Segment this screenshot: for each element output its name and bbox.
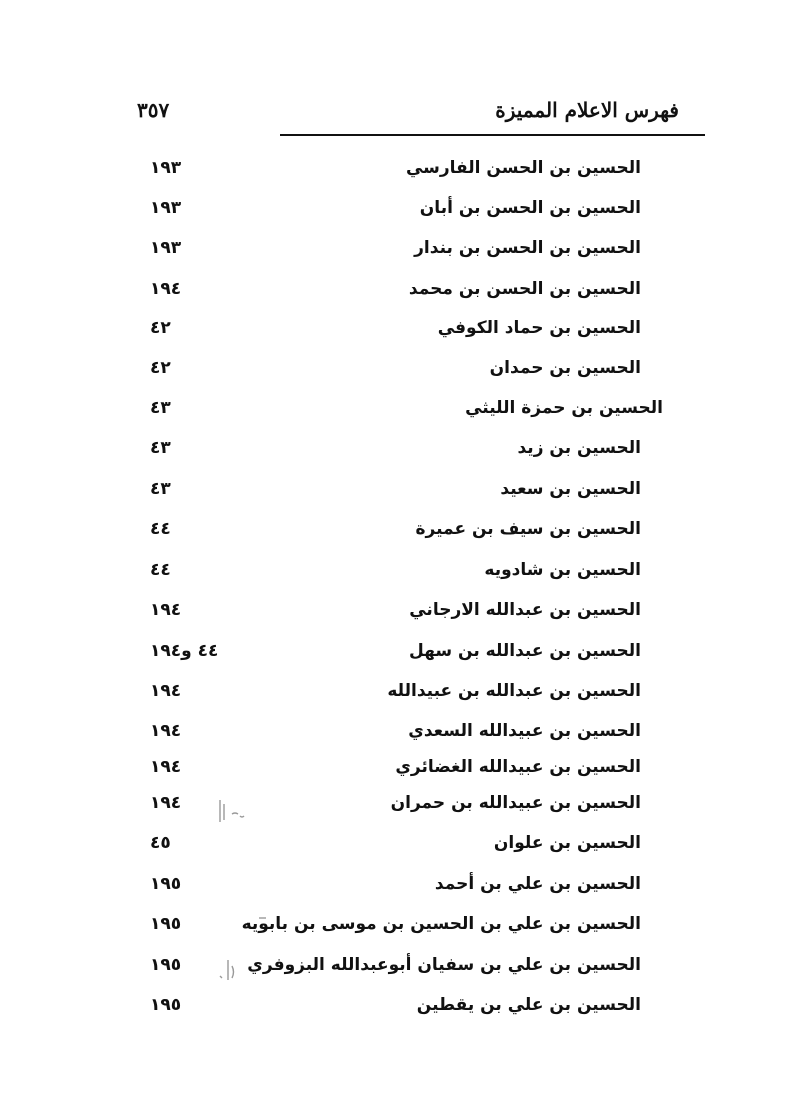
entry-page-ref: ٤٣ [150,438,171,458]
index-entry [0,995,809,1025]
entry-name: الحسين بن علي بن يقطين [416,995,641,1015]
scan-smudge-mark [258,915,268,921]
index-entry [0,198,809,228]
entry-name: الحسين بن عبدالله بن سهل [409,641,641,661]
entry-page-ref: ٤٢ [150,318,171,338]
entry-name: الحسين بن عبيدالله الغضائري [395,757,641,777]
entry-page-ref: ١٩٤ [150,721,182,741]
index-entry [0,874,809,904]
entry-page-ref: ١٩٥ [150,955,182,975]
index-entry [0,358,809,388]
entry-name: الحسين بن سيف بن عميرة [415,519,641,539]
index-entry [0,757,809,787]
entry-page-ref: ١٩٤ [150,279,182,299]
index-entry [0,279,809,309]
index-entry [0,158,809,188]
entry-name: الحسين بن شادويه [484,560,641,580]
index-entry [0,438,809,468]
entry-page-ref: ٤٥ [150,833,171,853]
index-entry [0,600,809,630]
entry-page-ref: ٤٤ [150,560,171,580]
index-entry [0,398,809,428]
entry-name: الحسين بن الحسن بن بندار [414,238,641,258]
entry-name: الحسين بن عبدالله الارجاني [409,600,641,620]
running-header-title: فهرس الاعلام المميزة [495,98,679,122]
entry-page-ref: ١٩٣ [150,198,182,218]
entry-page-ref: ١٩٥ [150,914,182,934]
entry-page-ref: ١٩٤ [150,757,182,777]
scan-smudge-mark [214,796,250,828]
entry-name: الحسين بن حماد الكوفي [437,318,641,338]
entry-page-ref: ٤٢ [150,358,171,378]
entry-page-ref: ١٩٤ [150,600,182,620]
entry-name: الحسين بن علي بن سفيان أبوعبدالله البزوفري [247,955,641,975]
entry-name: الحسين بن حمدان [489,358,641,378]
entry-page-ref: ٤٤ [150,519,171,539]
index-entry [0,833,809,863]
entry-name: الحسين بن حمزة الليثي [465,398,663,418]
index-entry [0,793,809,823]
page-number: ٣٥٧ [137,98,170,122]
entry-name: الحسين بن الحسن بن محمد [408,279,641,299]
entry-name: الحسين بن عبيدالله بن حمران [390,793,641,813]
index-entry [0,560,809,590]
entry-name: الحسين بن عبدالله بن عبيدالله [387,681,641,701]
entry-name: الحسين بن زيد [517,438,641,458]
index-entry [0,519,809,549]
entry-page-ref: ٤٤ و١٩٤ [150,641,219,661]
index-entry [0,318,809,348]
index-entry [0,721,809,751]
entry-name: الحسين بن الحسن الفارسي [405,158,641,178]
index-entry [0,479,809,509]
entry-page-ref: ٤٣ [150,479,171,499]
index-entry [0,681,809,711]
entry-name: الحسين بن علي بن الحسين بن موسى بن بابويه [241,914,641,934]
scan-smudge-mark [214,956,244,986]
index-entry [0,238,809,268]
entry-page-ref: ١٩٥ [150,995,182,1015]
index-entry [0,914,809,944]
entry-page-ref: ١٩٣ [150,238,182,258]
entry-page-ref: ١٩٤ [150,681,182,701]
entry-name: الحسين بن علي بن أحمد [434,874,641,894]
entry-name: الحسين بن سعيد [500,479,641,499]
entry-page-ref: ١٩٤ [150,793,182,813]
entry-name: الحسين بن الحسن بن أبان [419,198,641,218]
index-entry [0,641,809,671]
entry-name: الحسين بن علوان [493,833,641,853]
entry-name: الحسين بن عبيدالله السعدي [408,721,641,741]
entry-page-ref: ١٩٥ [150,874,182,894]
entry-page-ref: ١٩٣ [150,158,182,178]
entry-page-ref: ٤٣ [150,398,171,418]
index-entry [0,955,809,985]
